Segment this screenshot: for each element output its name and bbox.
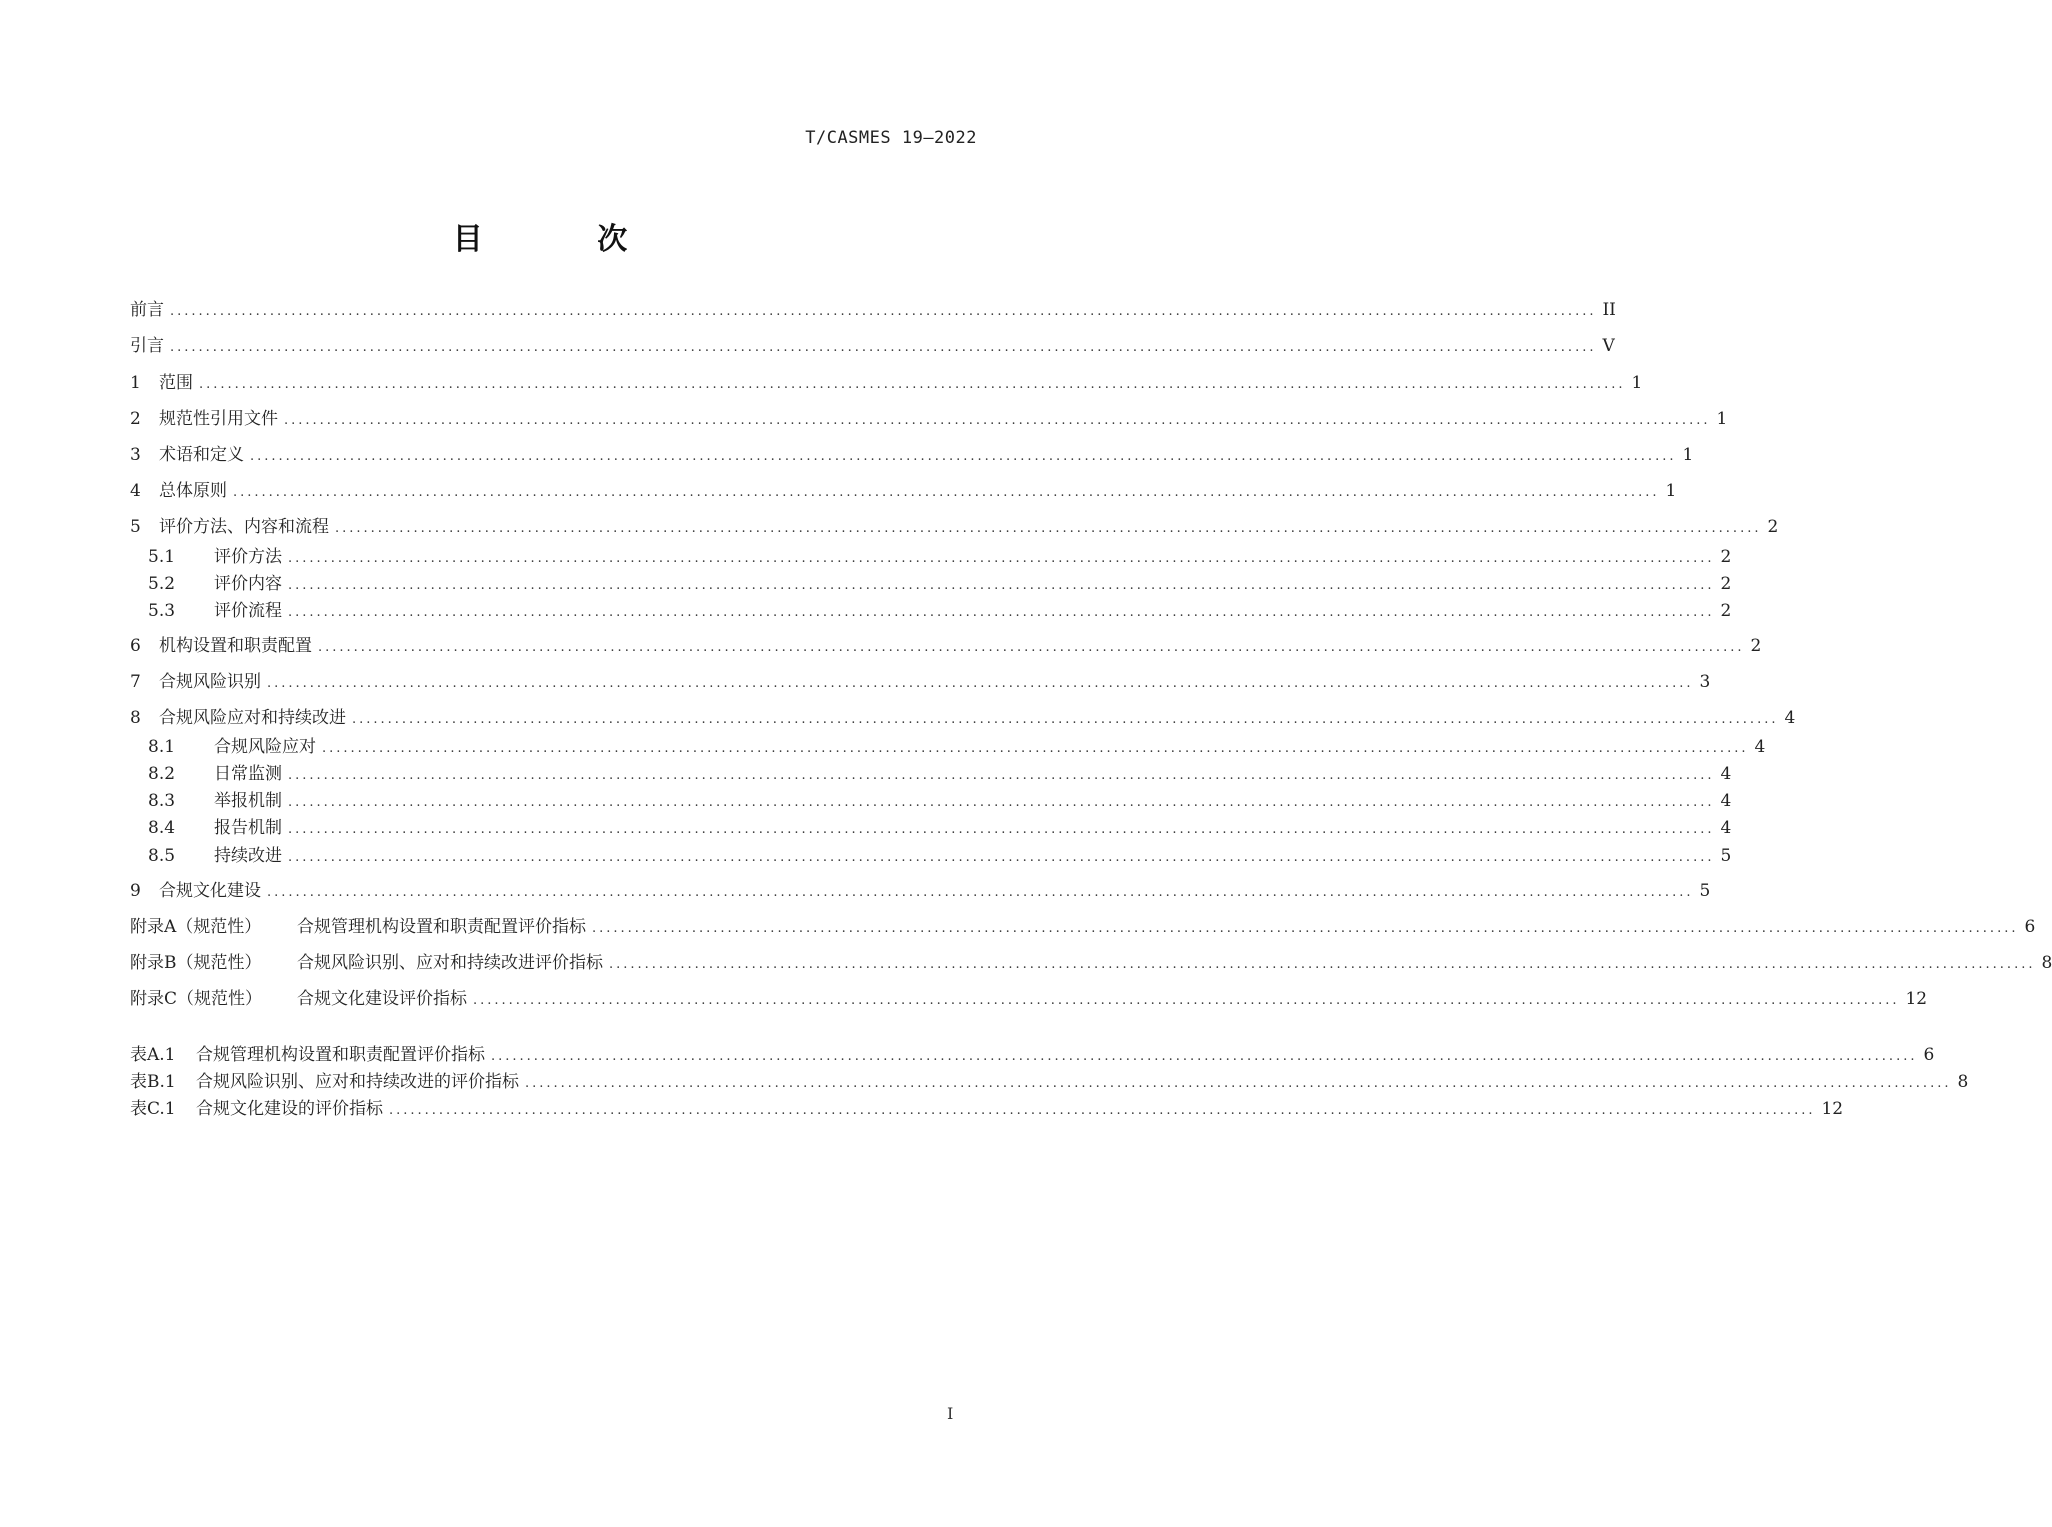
toc-entry-label: 评价方法、内容和流程 [159, 517, 329, 537]
toc-entry-page: II [1602, 300, 1616, 320]
toc-entry-number: 8.2 [148, 764, 176, 784]
toc-entry-page: 1 [1682, 445, 1694, 465]
toc-dot-leader: ........................................................................................................................................................................................................ [525, 1076, 1952, 1091]
toc-entry-label: 举报机制 [214, 791, 282, 811]
toc-entry-page: 12 [1905, 989, 1928, 1009]
toc-entry-number: 8.1 [148, 737, 176, 757]
toc-dot-leader: ........................................................................................................................................................................................................ [284, 413, 1711, 428]
toc-entry-number: 附录B（规范性） [130, 953, 262, 973]
toc-entry-page: 1 [1716, 409, 1728, 429]
toc-entry-page: 2 [1767, 517, 1779, 537]
toc-entry[interactable] [148, 599, 1732, 623]
toc-entry[interactable] [130, 987, 1928, 1011]
toc-entry-label: 合规风险识别、应对和持续改进的评价指标 [196, 1072, 519, 1092]
toc-entry-number: 8.3 [148, 791, 176, 811]
standard-number: T/CASMES 19—2022 [805, 128, 977, 148]
toc-entry-page: 4 [1720, 818, 1732, 838]
toc-entry-page: 6 [2024, 917, 2036, 937]
toc-entry-number: 5.1 [148, 547, 176, 567]
toc-entry-number: 7 [130, 672, 141, 692]
toc-entry-page: 4 [1754, 737, 1766, 757]
toc-dot-leader: ........................................................................................................................................................................................................ [473, 993, 1900, 1008]
toc-entry-number: 1 [130, 373, 141, 393]
toc-entry-label: 合规管理机构设置和职责配置评价指标 [297, 917, 586, 937]
toc-entry[interactable] [130, 298, 1616, 322]
toc-dot-leader: ........................................................................................................................................................................................................ [250, 449, 1677, 464]
toc-entry-label: 报告机制 [214, 818, 282, 838]
toc-dot-leader: ........................................................................................................................................................................................................ [288, 605, 1715, 620]
toc-entry-page: 12 [1821, 1099, 1844, 1119]
toc-entry-label: 范围 [159, 373, 193, 393]
toc-entry-page: 6 [1923, 1045, 1935, 1065]
toc-entry-number: 5.3 [148, 601, 176, 621]
toc-dot-leader: ........................................................................................................................................................................................................ [288, 822, 1715, 837]
toc-entry-page: 5 [1699, 881, 1711, 901]
toc-entry-number: 3 [130, 445, 141, 465]
toc-entry-label: 合规风险应对和持续改进 [159, 708, 346, 728]
toc-entry-page: 3 [1699, 672, 1711, 692]
toc-entry-label: 评价流程 [214, 601, 282, 621]
toc-dot-leader: ........................................................................................................................................................................................................ [170, 304, 1597, 319]
toc-dot-leader: ........................................................................................................................................................................................................ [609, 957, 2036, 972]
toc-entry-page: 2 [1720, 601, 1732, 621]
toc-entry-page: 1 [1631, 373, 1643, 393]
toc-entry[interactable] [130, 879, 1711, 903]
page-number: I [947, 1404, 954, 1423]
toc-dot-leader: ........................................................................................................................................................................................................ [170, 340, 1597, 355]
toc-entry-label: 评价内容 [214, 574, 282, 594]
toc-entry[interactable] [130, 515, 1779, 539]
toc-entry-page: 4 [1784, 708, 1796, 728]
toc-entry-number: 5 [130, 517, 141, 537]
toc-entry-page: V [1602, 336, 1615, 356]
toc-entry[interactable] [130, 334, 1615, 358]
toc-entry-label: 机构设置和职责配置 [159, 636, 312, 656]
toc-dot-leader: ........................................................................................................................................................................................................ [335, 521, 1762, 536]
toc-dot-leader: ........................................................................................................................................................................................................ [592, 921, 2019, 936]
toc-entry-number: 附录C（规范性） [130, 989, 263, 1009]
toc-dot-leader: ........................................................................................................................................................................................................ [288, 795, 1715, 810]
toc-entry-number: 2 [130, 409, 141, 429]
toc-entry-label: 术语和定义 [159, 445, 244, 465]
toc-entry-number: 附录A（规范性） [130, 917, 262, 937]
toc-entry[interactable] [130, 371, 1643, 395]
toc-entry-label: 合规风险应对 [214, 737, 316, 757]
toc-entry-number: 6 [130, 636, 141, 656]
toc-entry[interactable] [130, 706, 1796, 730]
toc-entry-number: 8.5 [148, 846, 176, 866]
toc-dot-leader: ........................................................................................................................................................................................................ [288, 578, 1715, 593]
toc-entry[interactable] [130, 951, 2052, 975]
toc-entry-page: 2 [1720, 574, 1732, 594]
toc-entry-number: 8.4 [148, 818, 176, 838]
toc-entry-label: 引言 [130, 336, 164, 356]
toc-entry-page: 1 [1665, 481, 1677, 501]
toc-entry[interactable] [130, 634, 1762, 658]
toc-dot-leader: ........................................................................................................................................................................................................ [288, 551, 1715, 566]
toc-entry-number: 表A.1 [130, 1045, 176, 1065]
toc-dot-leader: ........................................................................................................................................................................................................ [288, 768, 1715, 783]
toc-entry-label: 规范性引用文件 [159, 409, 278, 429]
toc-entry-page: 2 [1720, 547, 1732, 567]
toc-dot-leader: ........................................................................................................................................................................................................ [233, 485, 1660, 500]
toc-dot-leader: ........................................................................................................................................................................................................ [491, 1049, 1918, 1064]
toc-entry[interactable] [130, 1043, 1935, 1067]
toc-dot-leader: ........................................................................................................................................................................................................ [322, 741, 1749, 756]
toc-entry[interactable] [130, 479, 1677, 503]
toc-entry[interactable] [148, 789, 1732, 813]
toc-entry[interactable] [130, 670, 1711, 694]
toc-entry-page: 4 [1720, 791, 1732, 811]
toc-entry-label: 持续改进 [214, 846, 282, 866]
toc-entry-label: 合规风险识别、应对和持续改进评价指标 [297, 953, 603, 973]
toc-entry[interactable] [148, 844, 1732, 868]
toc-dot-leader: ........................................................................................................................................................................................................ [288, 850, 1715, 865]
toc-entry-page: 4 [1720, 764, 1732, 784]
toc-entry-number: 8 [130, 708, 141, 728]
toc-entry-page: 2 [1750, 636, 1762, 656]
toc-dot-leader: ........................................................................................................................................................................................................ [267, 676, 1694, 691]
toc-entry-label: 日常监测 [214, 764, 282, 784]
toc-dot-leader: ........................................................................................................................................................................................................ [267, 885, 1694, 900]
page-title: 目 次 [452, 222, 680, 257]
toc-entry-number: 表B.1 [130, 1072, 176, 1092]
toc-entry[interactable] [148, 545, 1732, 569]
toc-entry[interactable] [130, 1070, 1969, 1094]
toc-entry[interactable] [148, 572, 1732, 596]
toc-entry-number: 5.2 [148, 574, 176, 594]
toc-entry[interactable] [148, 762, 1732, 786]
toc-entry[interactable] [130, 443, 1694, 467]
toc-entry-label: 前言 [130, 300, 164, 320]
toc-dot-leader: ........................................................................................................................................................................................................ [389, 1103, 1816, 1118]
toc-entry-page: 8 [2041, 953, 2052, 973]
toc-entry-label: 总体原则 [159, 481, 227, 501]
toc-dot-leader: ........................................................................................................................................................................................................ [318, 640, 1745, 655]
toc-dot-leader: ........................................................................................................................................................................................................ [352, 712, 1779, 727]
toc-entry-label: 评价方法 [214, 547, 282, 567]
toc-dot-leader: ........................................................................................................................................................................................................ [199, 377, 1626, 392]
toc-entry[interactable] [148, 735, 1766, 759]
toc-entry-page: 8 [1957, 1072, 1969, 1092]
toc-entry-page: 5 [1720, 846, 1732, 866]
toc-entry-number: 9 [130, 881, 141, 901]
toc-entry-number: 表C.1 [130, 1099, 176, 1119]
toc-entry-number: 4 [130, 481, 141, 501]
toc-entry[interactable] [130, 1097, 1844, 1121]
toc-entry[interactable] [130, 407, 1728, 431]
toc-entry[interactable] [148, 816, 1732, 840]
toc-entry-label: 合规风险识别 [159, 672, 261, 692]
toc-entry-label: 合规管理机构设置和职责配置评价指标 [196, 1045, 485, 1065]
toc-entry[interactable] [130, 915, 2036, 939]
toc-entry-label: 合规文化建设的评价指标 [196, 1099, 383, 1119]
toc-entry-label: 合规文化建设评价指标 [297, 989, 467, 1009]
toc-entry-label: 合规文化建设 [159, 881, 261, 901]
